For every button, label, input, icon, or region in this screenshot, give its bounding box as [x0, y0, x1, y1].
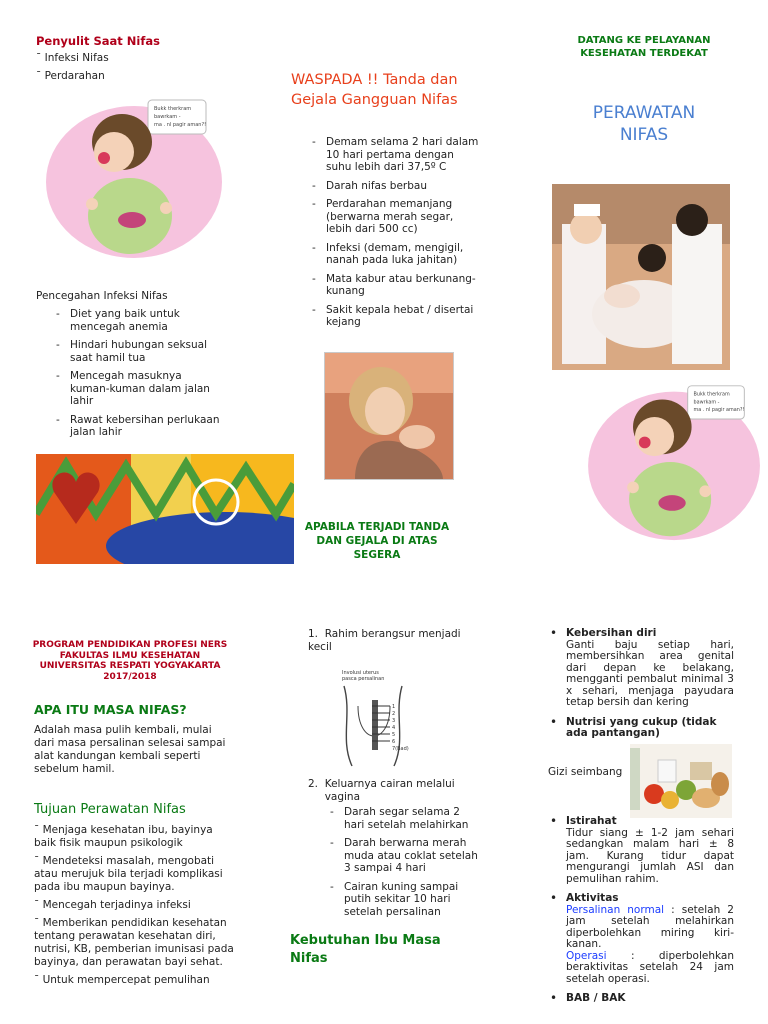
- woman-photo-image: [324, 352, 454, 480]
- step-1: [308, 628, 478, 654]
- brochure-title-line: NIFAS: [619, 125, 669, 145]
- cartoon-woman-image: [586, 378, 764, 544]
- svg-text:Bukk therkram: Bukk therkram: [693, 391, 730, 398]
- prevention-title: Pencegahan Infeksi Nifas: [36, 290, 168, 302]
- balanced-food-image: [630, 744, 732, 818]
- svg-text:6: 6: [392, 739, 396, 745]
- complication-title: Penyulit Saat Nifas: [36, 34, 160, 48]
- nurse-family-photo: [552, 184, 730, 370]
- svg-text:4: 4: [392, 725, 396, 731]
- needs-item-body: Ganti baju setiap hari, membersihkan area genital dari depan ke belakang, mengganti pembalut minimal 3 x sehari, menjaga payudara tetap bersih dan kering: [566, 638, 734, 708]
- warning-item: - Darah nifas berbau: [310, 180, 480, 193]
- goal-item: ¯ Menjaga kesehatan ibu, bayinya baik fisik maupun psikologik: [34, 824, 234, 850]
- program-block: [32, 640, 228, 682]
- warning-item: - Perdarahan memanjang (berwarna merah segar, lebih dari 500 cc): [310, 198, 480, 236]
- needs-item-title: • Nutrisi yang cukup (tidak ada pantangan): [566, 715, 717, 739]
- warning-title: WASPADA !! Tanda dan Gejala Gangguan Nifas: [291, 72, 458, 108]
- complication-item: ¯ Infeksi Nifas: [36, 52, 109, 65]
- needs-item-kebersihan: [548, 628, 734, 709]
- step-2: [308, 778, 478, 804]
- step-1-text: Rahim berangsur menjadi kecil: [308, 628, 461, 653]
- needs-item-body: [566, 905, 734, 951]
- needs-item-aktivitas: [548, 893, 734, 985]
- service-header-line: DATANG KE PELAYANAN: [577, 35, 711, 46]
- prevention-item: - Hindari hubungan seksual saat hamil tua: [54, 339, 224, 364]
- svg-text:Involusi uterus: Involusi uterus: [342, 670, 379, 676]
- goal-item: ¯ Untuk mempercepat pemulihan: [34, 974, 234, 987]
- prevention-item: - Mencegah masuknya kuman-kuman dalam jalan lahir: [54, 370, 224, 408]
- svg-text:ma . nl pagir aman?!: ma . nl pagir aman?!: [693, 407, 745, 414]
- goal-list: [34, 824, 234, 992]
- step-2-text: Keluarnya cairan melalui vagina: [324, 778, 455, 803]
- svg-text:pasca persalinan: pasca persalinan: [342, 676, 385, 682]
- needs-item-title: • Kebersihan diri: [566, 627, 657, 639]
- svg-text:5: 5: [392, 732, 396, 738]
- needs-item-bab: [548, 993, 734, 1005]
- needs-item-nutrisi: [548, 717, 734, 740]
- uterus-involution-diagram: [332, 666, 422, 770]
- needs-item-istirahat: [548, 816, 734, 885]
- complication-item: ¯ Perdarahan: [36, 70, 105, 83]
- needs-item-title: • BAB / BAK: [566, 992, 626, 1004]
- prevention-list: [54, 308, 224, 445]
- needs-title: Kebutuhan Ibu Masa Nifas: [290, 933, 441, 966]
- warning-list: [310, 136, 480, 335]
- brochure-title-line: PERAWATAN: [592, 103, 696, 123]
- needs-item-body: [566, 951, 734, 986]
- step-1-number: 1.: [308, 628, 325, 640]
- decorative-collage-image: [36, 454, 294, 564]
- svg-text:bawrkam -: bawrkam -: [693, 399, 720, 406]
- step-2-number: 2.: [308, 778, 325, 790]
- svg-text:bawrkam -: bawrkam -: [154, 114, 181, 120]
- warning-item: - Demam selama 2 hari dalam 10 hari pertama dengan suhu lebih dari 37,5º C: [310, 136, 480, 174]
- svg-text:2: 2: [392, 711, 396, 717]
- needs-item-title: • Aktivitas: [566, 892, 619, 904]
- prevention-item: - Rawat kebersihan perlukaan jalan lahir: [54, 414, 224, 439]
- goal-item: ¯ Mendeteksi masalah, mengobati atau merujuk bila terjadi komplikasi pada ibu maupun bayinya.: [34, 855, 234, 894]
- brochure-title: [548, 102, 740, 146]
- service-header: [548, 34, 740, 60]
- question-body: Adalah masa pulih kembali, mulai dari masa persalinan selesai sampai alat kandungan kembali seperti sebelum hamil.: [34, 724, 226, 775]
- svg-text:3: 3: [392, 718, 396, 724]
- program-line: UNIVERSITAS RESPATI YOGYAKARTA: [39, 661, 221, 671]
- discharge-item: - Darah segar selama 2 hari setelah melahirkan: [328, 806, 478, 831]
- program-line: PROGRAM PENDIDIKAN PROFESI NERS: [32, 640, 228, 650]
- svg-text:ma . nl pagir aman?!: ma . nl pagir aman?!: [154, 122, 207, 128]
- discharge-item: - Darah berwarna merah muda atau coklat setelah 3 sampai 4 hari: [328, 837, 478, 875]
- warning-footer: APABILA TERJADI TANDA DAN GEJALA DI ATAS SEGERA: [304, 521, 450, 561]
- persalinan-label: Persalinan normal: [566, 903, 665, 916]
- service-header-line: KESEHATAN TERDEKAT: [580, 48, 708, 59]
- gizi-label: Gizi seimbang: [548, 766, 623, 778]
- operasi-label: Operasi: [566, 949, 607, 962]
- persalinan-body: : setelah 2 jam setelah melahirkan diperbolehkan miring kiri-kanan.: [566, 903, 734, 950]
- svg-text:7(Bad): 7(Bad): [392, 746, 409, 752]
- prevention-item: - Diet yang baik untuk mencegah anemia: [54, 308, 224, 333]
- goal-item: ¯ Memberikan pendidikan kesehatan tentang perawatan kesehatan diri, nutrisi, KB, pemberian imunisasi pada bayinya, dan perawatan bayi sehat.: [34, 917, 234, 969]
- warning-item: - Sakit kepala hebat / disertai kejang: [310, 304, 480, 329]
- program-line: 2017/2018: [103, 671, 157, 682]
- discharge-list: [328, 806, 478, 924]
- needs-item-body: Tidur siang ± 1-2 jam sehari sedangkan malam hari ± 8 jam. Kurang tidur dapat mengurangi jumlah ASI dan pemulihan rahim.: [566, 826, 734, 885]
- program-line: FAKULTAS ILMU KESEHATAN: [59, 650, 201, 661]
- discharge-item: - Cairan kuning sampai putih sekitar 10 hari setelah persalinan: [328, 881, 478, 919]
- svg-text:1: 1: [392, 704, 396, 710]
- warning-item: - Infeksi (demam, mengigil, nanah pada luka jahitan): [310, 242, 480, 267]
- svg-text:Bukk therkram: Bukk therkram: [154, 106, 192, 112]
- cartoon-woman-image: [44, 92, 226, 262]
- goal-title: Tujuan Perawatan Nifas: [34, 802, 186, 817]
- needs-list-2: [548, 816, 734, 1013]
- question-title: APA ITU MASA NIFAS?: [34, 702, 187, 717]
- needs-list: [548, 628, 734, 748]
- warning-item: - Mata kabur atau berkunang-kunang: [310, 273, 480, 298]
- operasi-body: : diperbolehkan beraktivitas setelah 24 jam setelah operasi.: [566, 949, 734, 985]
- goal-item: ¯ Mencegah terjadinya infeksi: [34, 899, 234, 912]
- needs-item-title: • Istirahat: [566, 815, 617, 827]
